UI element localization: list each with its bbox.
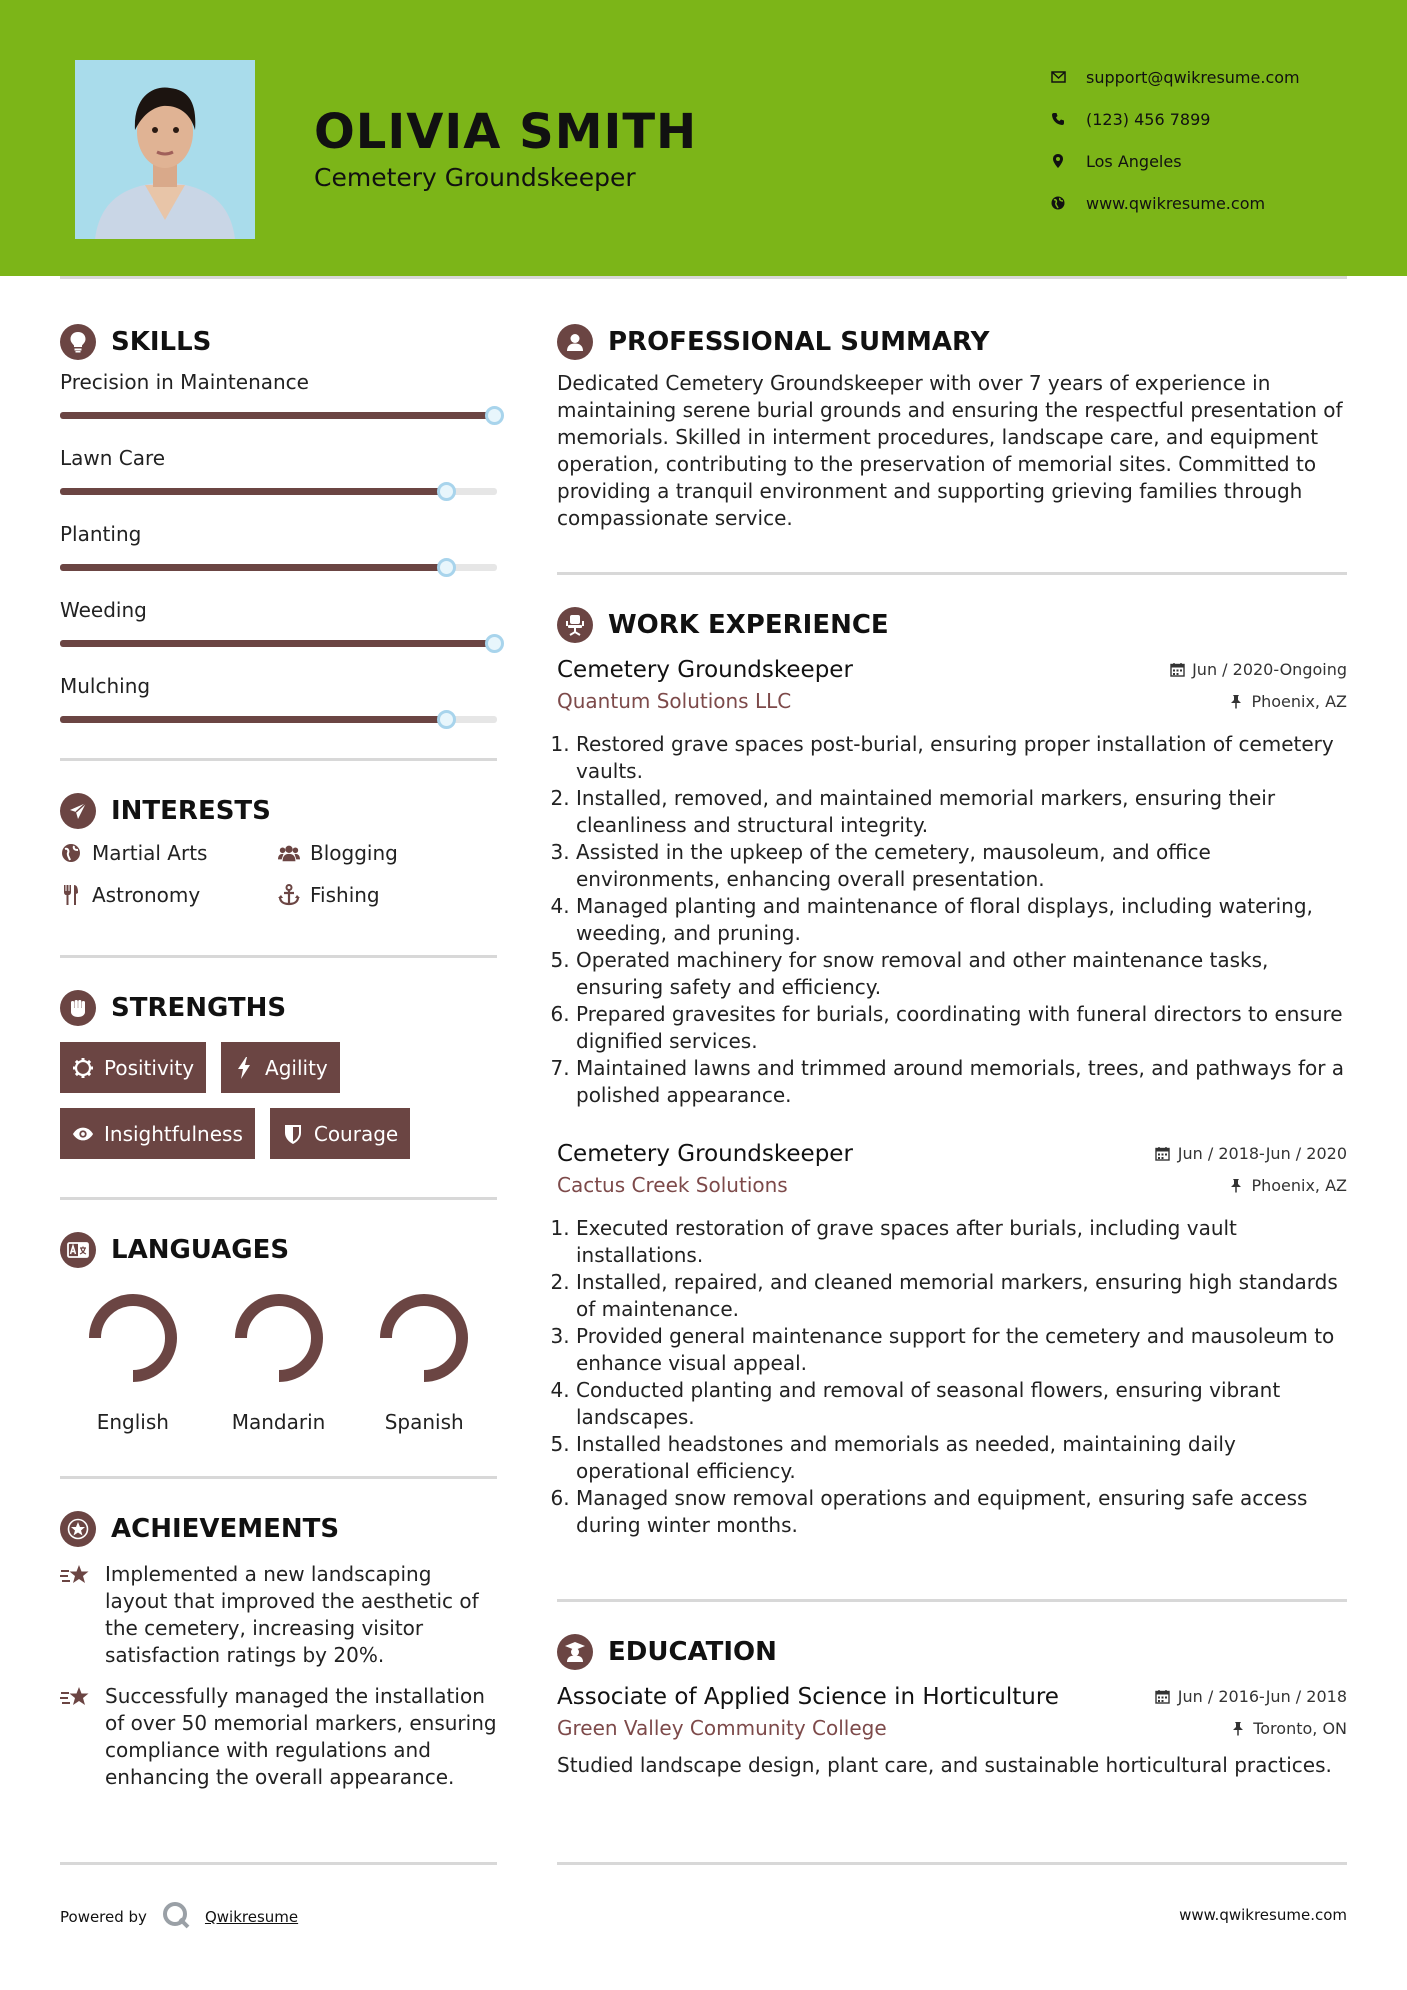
job-subheader (557, 689, 1347, 713)
calendar-icon (1169, 662, 1185, 678)
strength-tag (221, 1042, 340, 1093)
powered-by (60, 1900, 298, 1934)
language-name: Mandarin (231, 1410, 326, 1434)
education-school: Green Valley Community College (557, 1716, 887, 1740)
summary-text: Dedicated Cemetery Groundskeeper with over 7 years of experience in maintaining serene burial grounds and ensuring the respectful presentation of memorials. Skilled in interment procedures, landscape care, and equipment operation, contributing to the preservation of memorial sites. Committed to providing a tranquil environment and supporting grieving families through compassionate service. (557, 371, 1343, 530)
strengths-title: STRENGTHS (111, 993, 287, 1023)
footer-divider-right (557, 1862, 1347, 1865)
languages-list (60, 1290, 497, 1434)
pushpin-icon (1230, 1720, 1246, 1736)
contact-location (1050, 140, 1300, 182)
job-bullet: 6. Managed snow removal operations and equipment, ensuring safe access during winter months. (576, 1485, 1347, 1539)
job-bullet: 1. Restored grave spaces post-burial, ensuring proper installation of cemetery vaults. (576, 731, 1347, 785)
language-name: Spanish (384, 1410, 464, 1434)
strength-text: Positivity (104, 1055, 195, 1080)
contact-website-text: www.qwikresume.com (1086, 193, 1266, 213)
skills-heading (60, 322, 497, 362)
skill-bar-fill (60, 564, 447, 571)
strength-tag (60, 1042, 206, 1093)
skill-bar-knob (437, 558, 456, 577)
skill-item (60, 674, 497, 750)
skill-item (60, 446, 497, 522)
skill-bar-knob (437, 710, 456, 729)
language-icon (60, 1232, 96, 1268)
education-description: Studied landscape design, plant care, and sustainable horticultural practices. (557, 1753, 1332, 1777)
experience-heading (557, 605, 1347, 645)
language-item (351, 1290, 497, 1434)
experience-title: WORK EXPERIENCE (608, 610, 889, 640)
skill-bar (60, 488, 497, 495)
job-entry (557, 1141, 1347, 1539)
section-divider (60, 955, 497, 958)
interest-item (60, 841, 278, 865)
achievements-heading (60, 1509, 497, 1549)
job-date-text: Jun / 2018-Jun / 2020 (1177, 1144, 1347, 1163)
office-chair-icon (557, 607, 593, 643)
interest-item (278, 883, 478, 907)
candidate-name: OLIVIA SMITH (314, 104, 698, 160)
pushpin-icon (1228, 1177, 1244, 1193)
skill-bar (60, 564, 497, 571)
job-bullet: 3. Provided general maintenance support for the cemetery and mausoleum to enhance visual appeal. (576, 1323, 1347, 1377)
paper-plane-icon (60, 793, 96, 829)
summary-heading (557, 322, 1347, 362)
globe-icon (1050, 195, 1066, 211)
education-date (1155, 1687, 1347, 1706)
skill-bar-fill (60, 716, 447, 723)
education-heading (557, 1632, 1347, 1672)
job-bullet: 2. Installed, removed, and maintained memorial markers, ensuring their cleanliness and structural integrity. (576, 785, 1347, 839)
skill-item (60, 598, 497, 674)
job-location-text: Phoenix, AZ (1251, 1175, 1347, 1195)
resume-header (0, 0, 1407, 276)
skill-bar-knob (437, 482, 456, 501)
skill-bar (60, 412, 497, 419)
skill-name: Weeding (60, 598, 147, 622)
language-ring (231, 1290, 327, 1386)
education-title: EDUCATION (608, 1637, 777, 1667)
fist-icon (60, 990, 96, 1026)
user-icon (557, 324, 593, 360)
contact-location-text: Los Angeles (1086, 151, 1182, 171)
education-location (1230, 1719, 1347, 1738)
languages-heading (60, 1230, 497, 1270)
job-bullet: 5. Installed headstones and memorials as needed, maintaining daily operational efficiency. (576, 1431, 1347, 1485)
qwikresume-logo-icon (161, 1900, 191, 1934)
education-entry (557, 1684, 1347, 1779)
strengths-heading (60, 988, 497, 1028)
education-header (557, 1684, 1347, 1710)
strength-text: Insightfulness (104, 1121, 243, 1146)
job-company: Cactus Creek Solutions (557, 1173, 788, 1197)
shooting-star-icon (60, 1563, 90, 1593)
skill-bar (60, 640, 497, 647)
skill-bar-fill (60, 412, 495, 419)
skill-bar (60, 716, 497, 723)
strength-tag (60, 1108, 255, 1159)
interest-item (60, 883, 278, 907)
lightbulb-icon (60, 324, 96, 360)
job-bullet: 7. Maintained lawns and trimmed around memorials, trees, and pathways for a polished appearance. (576, 1055, 1347, 1109)
language-ring (376, 1290, 472, 1386)
job-location (1228, 692, 1347, 711)
achievement-item (60, 1561, 497, 1669)
gear-icon (72, 1057, 94, 1079)
left-column (60, 322, 497, 1791)
job-bullet: 5. Operated machinery for snow removal and other maintenance tasks, ensuring safety and efficiency. (576, 947, 1347, 1001)
job-bullet: 3. Assisted in the upkeep of the cemetery, mausoleum, and office environments, enhancing overall presentation. (576, 839, 1347, 893)
language-name: English (96, 1410, 169, 1434)
job-bullet: 4. Managed planting and maintenance of floral displays, including watering, weeding, and pruning. (576, 893, 1347, 947)
job-date (1169, 660, 1347, 679)
skill-name: Mulching (60, 674, 151, 698)
interest-text: Fishing (310, 883, 380, 907)
star-badge-icon (60, 1511, 96, 1547)
skill-item (60, 522, 497, 598)
interest-text: Blogging (310, 841, 398, 865)
language-item (206, 1290, 352, 1434)
achievements-title: ACHIEVEMENTS (111, 1514, 340, 1544)
job-date-text: Jun / 2020-Ongoing (1192, 660, 1347, 679)
job-location (1228, 1176, 1347, 1195)
qwikresume-link[interactable]: Qwikresume (204, 1908, 299, 1926)
job-entry (557, 657, 1347, 1109)
candidate-role: Cemetery Groundskeeper (314, 163, 636, 192)
job-bullets (557, 731, 1347, 1109)
job-bullets (557, 1215, 1347, 1539)
strength-text: Courage (313, 1121, 399, 1146)
powered-by-label: Powered by (60, 1908, 147, 1926)
job-bullet: 1. Executed restoration of grave spaces after burials, including vault installations. (576, 1215, 1347, 1269)
skills-title: SKILLS (111, 327, 212, 357)
interests-title: INTERESTS (111, 796, 271, 826)
achievement-item (60, 1683, 497, 1791)
contact-phone-text: (123) 456 7899 (1086, 109, 1211, 129)
contact-email-text: support@qwikresume.com (1086, 67, 1300, 87)
education-date-text: Jun / 2016-Jun / 2018 (1177, 1687, 1347, 1706)
skill-name: Lawn Care (60, 446, 166, 470)
envelope-icon (1050, 69, 1066, 85)
job-header (557, 657, 1347, 683)
section-divider (557, 572, 1347, 575)
section-divider (60, 1197, 497, 1200)
contact-website[interactable] (1050, 182, 1300, 224)
contact-list (1050, 56, 1300, 224)
job-header (557, 1141, 1347, 1167)
skill-bar-fill (60, 640, 495, 647)
shooting-star-icon (60, 1685, 90, 1715)
phone-icon (1050, 111, 1066, 127)
profile-photo (75, 60, 255, 239)
job-title: Cemetery Groundskeeper (557, 657, 853, 683)
job-date (1155, 1144, 1347, 1163)
anchor-icon (278, 884, 300, 906)
job-location-text: Phoenix, AZ (1251, 691, 1347, 711)
skill-item (60, 370, 497, 446)
utensils-icon (60, 884, 82, 906)
skill-bar-fill (60, 488, 447, 495)
skill-bar-knob (485, 634, 504, 653)
map-pin-icon (1050, 153, 1066, 169)
strength-tag (270, 1108, 410, 1159)
job-bullet: 4. Conducted planting and removal of seasonal flowers, ensuring vibrant landscapes. (576, 1377, 1347, 1431)
education-location-text: Toronto, ON (1253, 1718, 1347, 1738)
pushpin-icon (1228, 693, 1244, 709)
footer-divider-left (60, 1862, 497, 1865)
strength-text: Agility (265, 1055, 328, 1080)
calendar-icon (1155, 1146, 1171, 1162)
skills-list (60, 370, 497, 750)
right-column (557, 322, 1347, 1779)
section-divider (60, 758, 497, 761)
summary-title: PROFESSIONAL SUMMARY (608, 327, 990, 357)
language-ring (85, 1290, 181, 1386)
globe-icon (60, 842, 82, 864)
section-divider (557, 1599, 1347, 1602)
interest-text: Martial Arts (92, 841, 208, 865)
calendar-icon (1155, 1689, 1171, 1705)
interests-list (60, 841, 497, 907)
education-degree: Associate of Applied Science in Horticulture (557, 1684, 1059, 1710)
achievement-text: Successfully managed the installation of over 50 memorial markers, ensuring compliance with regulations and enhancing the overall appearance. (105, 1684, 497, 1789)
job-bullet: 6. Prepared gravesites for burials, coordinating with funeral directors to ensure dignified services. (576, 1001, 1347, 1055)
languages-title: LANGUAGES (111, 1235, 290, 1265)
graduate-icon (557, 1634, 593, 1670)
contact-email[interactable] (1050, 56, 1300, 98)
education-subheader (557, 1716, 1347, 1740)
section-divider (60, 1476, 497, 1479)
job-subheader (557, 1173, 1347, 1197)
skill-bar-knob (485, 406, 504, 425)
header-divider (60, 276, 1347, 279)
skill-name: Planting (60, 522, 142, 546)
footer-website[interactable]: www.qwikresume.com (1179, 1906, 1347, 1924)
language-item (60, 1290, 206, 1434)
contact-phone[interactable] (1050, 98, 1300, 140)
interests-heading (60, 791, 497, 831)
users-icon (278, 842, 300, 864)
bolt-icon (233, 1057, 255, 1079)
job-bullet: 2. Installed, repaired, and cleaned memorial markers, ensuring high standards of maintenance. (576, 1269, 1347, 1323)
achievement-text: Implemented a new landscaping layout that improved the aesthetic of the cemetery, increasing visitor satisfaction ratings by 20%. (105, 1562, 479, 1667)
strengths-list (60, 1042, 497, 1159)
eye-icon (72, 1123, 94, 1145)
shield-icon (282, 1123, 304, 1145)
skill-name: Precision in Maintenance (60, 370, 309, 394)
job-title: Cemetery Groundskeeper (557, 1141, 853, 1167)
interest-item (278, 841, 478, 865)
interest-text: Astronomy (92, 883, 201, 907)
job-company: Quantum Solutions LLC (557, 689, 792, 713)
